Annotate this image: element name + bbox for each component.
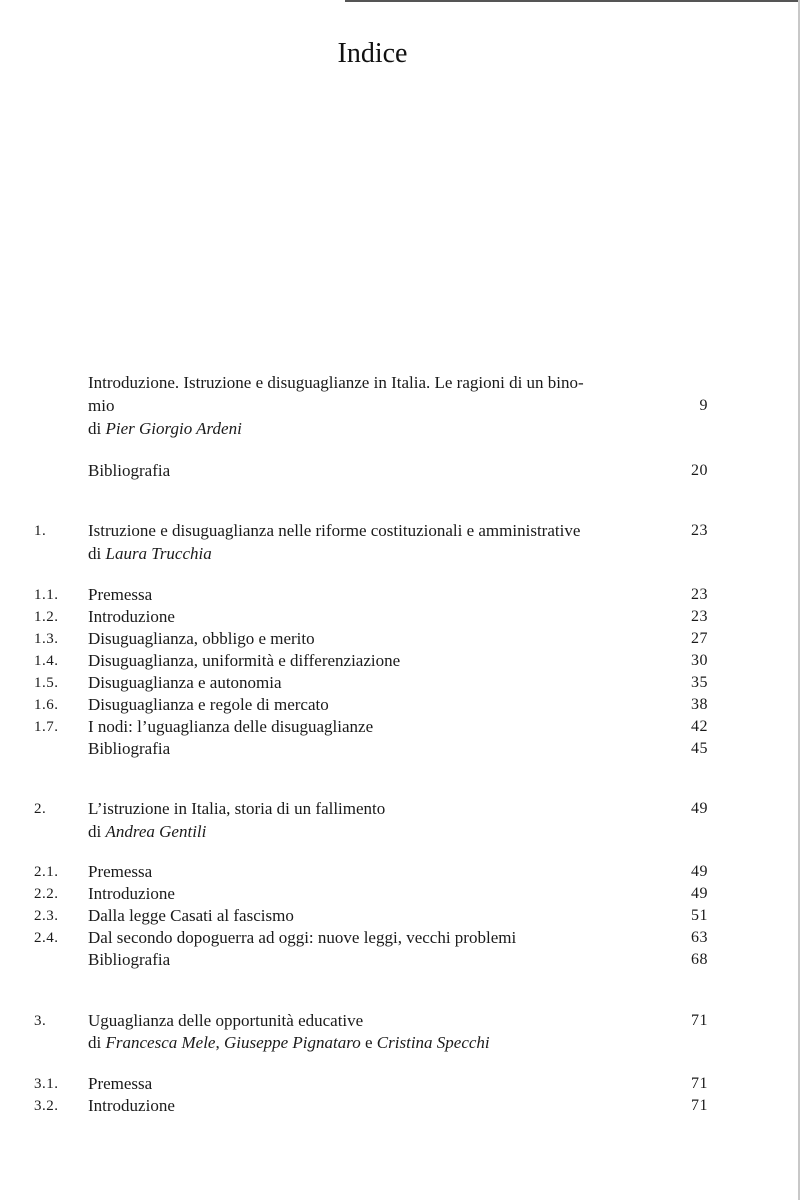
entry-title: Bibliografia: [88, 739, 171, 758]
chapter-number: 3.: [34, 1013, 47, 1029]
page-top-rule: [345, 0, 800, 2]
chapter-number: 1.: [34, 523, 47, 539]
section-number: 2.2.: [34, 886, 59, 902]
toc-section: [0, 584, 800, 606]
section-number: 1.6.: [34, 697, 59, 713]
page-number: 30: [691, 652, 708, 669]
toc-chapter-1: [0, 520, 800, 542]
toc-author-line: [0, 1032, 800, 1054]
page-number: 35: [691, 674, 708, 691]
toc-section: [0, 1095, 800, 1117]
page-number: 23: [691, 608, 708, 625]
toc-section: [0, 694, 800, 716]
section-title: Disuguaglianza, uniformità e differenziazione: [88, 651, 401, 670]
section-title: Premessa: [88, 862, 153, 881]
toc-bibliography: [0, 949, 800, 971]
toc-chapter-3: [0, 1010, 800, 1032]
toc-entry-intro: [0, 372, 800, 394]
author-prefix: di: [88, 544, 102, 563]
chapter-number: 2.: [34, 801, 47, 817]
section-number: 1.4.: [34, 653, 59, 669]
page-number: 42: [691, 718, 708, 735]
author-separator: ,: [215, 1033, 224, 1052]
page-number: 38: [691, 696, 708, 713]
page-number: 9: [699, 397, 708, 414]
chapter-title: L’istruzione in Italia, storia di un fallimento: [88, 799, 386, 818]
author-prefix: di: [88, 1033, 102, 1052]
toc-author-line: [0, 543, 800, 565]
entry-title: Bibliografia: [88, 461, 171, 480]
toc-chapter-2: [0, 798, 800, 820]
author-conjunction: e: [360, 1033, 377, 1052]
toc-section: [0, 650, 800, 672]
page-number: 49: [691, 863, 708, 880]
page-number: 71: [691, 1097, 708, 1114]
page-number: 51: [691, 907, 708, 924]
author-prefix: di: [88, 419, 102, 438]
toc-section: [0, 1073, 800, 1095]
section-title: I nodi: l’uguaglianza delle disuguaglianze: [88, 717, 374, 736]
page-number: 71: [691, 1012, 708, 1029]
section-title: Disuguaglianza e autonomia: [88, 673, 282, 692]
toc-entry-intro-cont: [0, 395, 800, 417]
section-number: 1.3.: [34, 631, 59, 647]
section-title: Disuguaglianza, obbligo e merito: [88, 629, 315, 648]
toc-section: [0, 905, 800, 927]
toc-section: [0, 606, 800, 628]
toc-section: [0, 861, 800, 883]
page-number: 68: [691, 951, 708, 968]
entry-title: mio: [88, 396, 115, 415]
page-number: 49: [691, 885, 708, 902]
section-number: 1.1.: [34, 587, 59, 603]
toc-bibliography: [0, 460, 800, 482]
page-number: 27: [691, 630, 708, 647]
toc-section: [0, 883, 800, 905]
section-title: Introduzione: [88, 1096, 175, 1115]
section-number: 3.2.: [34, 1098, 59, 1114]
author-prefix: di: [88, 822, 102, 841]
page-number: 20: [691, 462, 708, 479]
page-title: Indice: [337, 38, 408, 69]
section-title: Premessa: [88, 1074, 153, 1093]
section-title: Introduzione: [88, 607, 175, 626]
entry-title: Introduzione. Istruzione e disuguaglianze in Italia. Le ragioni di un bino-: [88, 373, 584, 392]
section-number: 1.7.: [34, 719, 59, 735]
author-name: Andrea Gentili: [105, 822, 207, 841]
section-number: 1.5.: [34, 675, 59, 691]
page-number: 23: [691, 586, 708, 603]
author-name: Giuseppe Pignataro: [223, 1033, 361, 1052]
page-number: 63: [691, 929, 708, 946]
section-title: Dalla legge Casati al fascismo: [88, 906, 294, 925]
toc-section: [0, 672, 800, 694]
page-number: 49: [691, 800, 708, 817]
page-number: 45: [691, 740, 708, 757]
section-title: Dal secondo dopoguerra ad oggi: nuove leggi, vecchi problemi: [88, 928, 517, 947]
toc-bibliography: [0, 738, 800, 760]
toc-section: [0, 628, 800, 650]
section-title: Introduzione: [88, 884, 175, 903]
author-name: Francesca Mele: [105, 1033, 216, 1052]
section-number: 1.2.: [34, 609, 59, 625]
section-number: 2.3.: [34, 908, 59, 924]
page-number: 71: [691, 1075, 708, 1092]
section-number: 2.4.: [34, 930, 59, 946]
section-title: Disuguaglianza e regole di mercato: [88, 695, 329, 714]
toc-author-line: [0, 418, 800, 440]
chapter-title: Istruzione e disuguaglianza nelle riforme costituzionali e amministrative: [88, 521, 581, 540]
author-name: Laura Trucchia: [105, 544, 212, 563]
author-name: Cristina Specchi: [376, 1033, 490, 1052]
author-name: Pier Giorgio Ardeni: [105, 419, 242, 438]
section-title: Premessa: [88, 585, 153, 604]
toc-section: [0, 927, 800, 949]
toc-section: [0, 716, 800, 738]
chapter-title: Uguaglianza delle opportunità educative: [88, 1011, 364, 1030]
toc-author-line: [0, 821, 800, 843]
entry-title: Bibliografia: [88, 950, 171, 969]
section-number: 2.1.: [34, 864, 59, 880]
section-number: 3.1.: [34, 1076, 59, 1092]
page-number: 23: [691, 522, 708, 539]
